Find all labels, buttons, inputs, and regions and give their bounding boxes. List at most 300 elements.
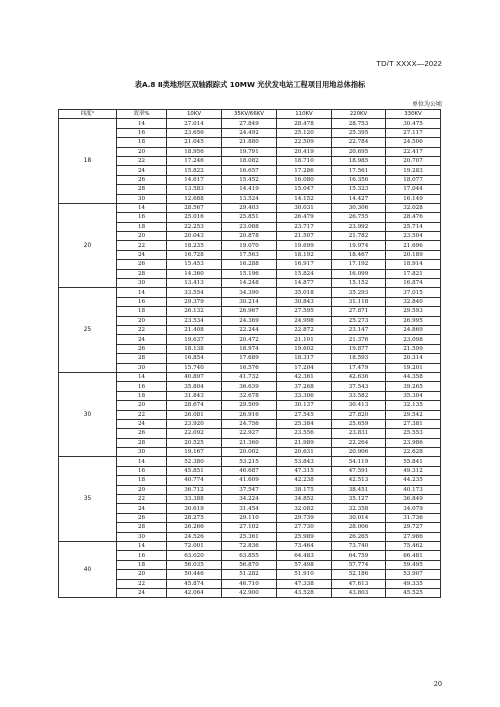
value-cell: 17.689	[222, 354, 277, 363]
value-cell: 20.419	[277, 147, 332, 156]
efficiency-cell: 20	[117, 401, 167, 410]
value-cell: 72.836	[222, 541, 277, 550]
value-cell: 20.695	[332, 147, 386, 156]
value-cell: 25.273	[332, 316, 386, 325]
value-cell: 46.710	[222, 579, 277, 588]
value-cell: 23.504	[386, 232, 441, 241]
value-cell: 42.064	[167, 588, 222, 597]
value-cell: 28.275	[167, 513, 222, 522]
value-cell: 18.985	[332, 156, 386, 165]
table-row	[59, 222, 441, 231]
value-cell: 31.454	[222, 504, 277, 513]
table-row	[59, 119, 441, 128]
table-row	[59, 156, 441, 165]
value-cell: 49.335	[386, 579, 441, 588]
efficiency-cell: 20	[117, 485, 167, 494]
value-cell: 27.871	[332, 307, 386, 316]
value-cell: 28.478	[277, 119, 332, 128]
value-cell: 16.288	[222, 260, 277, 269]
efficiency-cell: 28	[117, 523, 167, 532]
value-cell: 18.082	[222, 156, 277, 165]
table-row	[59, 551, 441, 560]
value-cell: 33.554	[167, 288, 222, 297]
efficiency-cell: 26	[117, 513, 167, 522]
value-cell: 63.855	[222, 551, 277, 560]
value-cell: 26.081	[167, 410, 222, 419]
value-cell: 52.186	[332, 570, 386, 579]
value-cell: 26.266	[167, 523, 222, 532]
value-cell: 52.380	[167, 457, 222, 466]
value-cell: 20.189	[386, 250, 441, 259]
col-header-efficiency: 效率%	[117, 110, 167, 119]
table-row	[59, 335, 441, 344]
value-cell: 26.995	[386, 316, 441, 325]
efficiency-cell: 24	[117, 335, 167, 344]
value-cell: 16.356	[332, 175, 386, 184]
value-cell: 29.379	[167, 297, 222, 306]
efficiency-cell: 26	[117, 344, 167, 353]
value-cell: 16.080	[277, 175, 332, 184]
value-cell: 47.315	[277, 466, 332, 475]
efficiency-cell: 16	[117, 382, 167, 391]
value-cell: 15.152	[332, 279, 386, 288]
value-cell: 35.304	[386, 391, 441, 400]
efficiency-cell: 24	[117, 504, 167, 513]
value-cell: 30.843	[277, 297, 332, 306]
value-cell: 19.201	[386, 363, 441, 372]
value-cell: 17.286	[277, 166, 332, 175]
table-row	[59, 579, 441, 588]
value-cell: 24.526	[167, 532, 222, 541]
efficiency-cell: 22	[117, 410, 167, 419]
value-cell: 19.974	[332, 241, 386, 250]
value-cell: 32.028	[386, 203, 441, 212]
value-cell: 23.920	[167, 419, 222, 428]
efficiency-cell: 18	[117, 391, 167, 400]
value-cell: 21.880	[222, 138, 277, 147]
value-cell: 38.451	[332, 485, 386, 494]
value-cell: 30.214	[222, 297, 277, 306]
value-cell: 23.088	[222, 222, 277, 231]
efficiency-cell: 18	[117, 476, 167, 485]
value-cell: 45.851	[167, 466, 222, 475]
value-cell: 41.732	[222, 372, 277, 381]
value-cell: 42.900	[222, 588, 277, 597]
value-cell: 20.043	[167, 232, 222, 241]
efficiency-cell: 18	[117, 560, 167, 569]
value-cell: 47.591	[332, 466, 386, 475]
col-header-35kv-66kv: 35KV/66KV	[222, 110, 277, 119]
value-cell: 23.556	[277, 429, 332, 438]
value-cell: 45.525	[386, 588, 441, 597]
efficiency-cell: 18	[117, 307, 167, 316]
efficiency-cell: 14	[117, 203, 167, 212]
value-cell: 57.498	[277, 560, 332, 569]
table-row	[59, 241, 441, 250]
efficiency-cell: 22	[117, 325, 167, 334]
value-cell: 42.238	[277, 476, 332, 485]
value-cell: 43.803	[332, 588, 386, 597]
value-cell: 20.314	[386, 354, 441, 363]
table-row	[59, 316, 441, 325]
value-cell: 13.583	[167, 185, 222, 194]
value-cell: 18.317	[277, 354, 332, 363]
value-cell: 44.358	[386, 372, 441, 381]
table-row	[59, 513, 441, 522]
value-cell: 20.631	[277, 448, 332, 457]
value-cell: 17.192	[332, 260, 386, 269]
efficiency-cell: 30	[117, 363, 167, 372]
value-cell: 22.092	[167, 429, 222, 438]
value-cell: 25.361	[222, 532, 277, 541]
value-cell: 20.525	[167, 438, 222, 447]
value-cell: 22.927	[222, 429, 277, 438]
value-cell: 32.358	[332, 504, 386, 513]
value-cell: 53.215	[222, 457, 277, 466]
value-cell: 23.147	[332, 325, 386, 334]
value-cell: 33.388	[167, 495, 222, 504]
value-cell: 51.910	[277, 570, 332, 579]
value-cell: 30.413	[332, 401, 386, 410]
value-cell: 42.361	[277, 372, 332, 381]
col-header-220kv: 220KV	[332, 110, 386, 119]
value-cell: 25.395	[332, 128, 386, 137]
efficiency-cell: 28	[117, 185, 167, 194]
table-row	[59, 391, 441, 400]
value-cell: 37.015	[386, 288, 441, 297]
value-cell: 23.656	[167, 128, 222, 137]
value-cell: 25.120	[277, 128, 332, 137]
value-cell: 16.728	[167, 250, 222, 259]
value-cell: 25.016	[167, 213, 222, 222]
value-cell: 30.619	[167, 504, 222, 513]
value-cell: 59.495	[386, 560, 441, 569]
value-cell: 56.035	[167, 560, 222, 569]
table-row	[59, 175, 441, 184]
efficiency-cell: 22	[117, 579, 167, 588]
value-cell: 27.545	[277, 410, 332, 419]
efficiency-cell: 26	[117, 429, 167, 438]
value-cell: 25.989	[277, 532, 332, 541]
value-cell: 35.018	[277, 288, 332, 297]
table-header-row	[59, 110, 441, 119]
value-cell: 45.874	[167, 579, 222, 588]
value-cell: 16.099	[332, 269, 386, 278]
value-cell: 40.774	[167, 476, 222, 485]
value-cell: 50.446	[167, 570, 222, 579]
value-cell: 14.427	[332, 194, 386, 203]
value-cell: 35.127	[332, 495, 386, 504]
value-cell: 47.338	[277, 579, 332, 588]
value-cell: 36.849	[386, 495, 441, 504]
value-cell: 28.567	[167, 203, 222, 212]
value-cell: 17.246	[167, 156, 222, 165]
value-cell: 53.907	[386, 570, 441, 579]
value-cell: 20.878	[222, 232, 277, 241]
value-cell: 15.822	[167, 166, 222, 175]
value-cell: 14.419	[222, 185, 277, 194]
table-row	[59, 532, 441, 541]
efficiency-cell: 28	[117, 269, 167, 278]
value-cell: 25.714	[386, 222, 441, 231]
value-cell: 36.712	[167, 485, 222, 494]
value-cell: 21.599	[386, 344, 441, 353]
value-cell: 55.841	[386, 457, 441, 466]
value-cell: 26.132	[167, 307, 222, 316]
table-row	[59, 147, 441, 156]
efficiency-cell: 26	[117, 175, 167, 184]
value-cell: 23.831	[332, 429, 386, 438]
efficiency-cell: 24	[117, 250, 167, 259]
value-cell: 24.869	[386, 325, 441, 334]
value-cell: 75.462	[386, 541, 441, 550]
efficiency-cell: 30	[117, 279, 167, 288]
value-cell: 28.753	[332, 119, 386, 128]
latitude-cell: 18	[59, 119, 117, 204]
table-row	[59, 570, 441, 579]
value-cell: 17.821	[386, 269, 441, 278]
value-cell: 22.244	[222, 325, 277, 334]
value-cell: 23.717	[277, 222, 332, 231]
efficiency-cell: 20	[117, 232, 167, 241]
efficiency-cell: 16	[117, 213, 167, 222]
value-cell: 14.877	[277, 279, 332, 288]
value-cell: 30.475	[386, 119, 441, 128]
value-cell: 16.576	[222, 363, 277, 372]
table-title: 表A.8 Ⅱ类地形区双轴跟踪式 10MW 光伏发电站工程项目用地总体指标	[134, 80, 366, 89]
value-cell: 21.360	[222, 438, 277, 447]
value-cell: 54.119	[332, 457, 386, 466]
efficiency-cell: 22	[117, 156, 167, 165]
value-cell: 24.756	[222, 419, 277, 428]
value-cell: 25.553	[386, 429, 441, 438]
table-row	[59, 457, 441, 466]
value-cell: 34.224	[222, 495, 277, 504]
value-cell: 17.044	[386, 185, 441, 194]
value-cell: 27.820	[332, 410, 386, 419]
value-cell: 15.824	[277, 269, 332, 278]
value-cell: 22.509	[277, 138, 332, 147]
table-row	[59, 232, 441, 241]
value-cell: 16.149	[386, 194, 441, 203]
efficiency-cell: 20	[117, 147, 167, 156]
value-cell: 22.628	[386, 448, 441, 457]
value-cell: 21.696	[386, 241, 441, 250]
value-cell: 27.595	[277, 307, 332, 316]
latitude-cell: 20	[59, 203, 117, 288]
table-row	[59, 382, 441, 391]
value-cell: 15.047	[277, 185, 332, 194]
value-cell: 33.306	[277, 391, 332, 400]
table-row	[59, 476, 441, 485]
value-cell: 18.593	[332, 354, 386, 363]
value-cell: 22.872	[277, 325, 332, 334]
value-cell: 21.408	[167, 325, 222, 334]
table-row	[59, 495, 441, 504]
table-row	[59, 279, 441, 288]
value-cell: 39.265	[386, 382, 441, 391]
efficiency-cell: 16	[117, 466, 167, 475]
value-cell: 37.543	[332, 382, 386, 391]
value-cell: 19.791	[222, 147, 277, 156]
value-cell: 26.916	[222, 410, 277, 419]
value-cell: 44.235	[386, 476, 441, 485]
value-cell: 42.513	[332, 476, 386, 485]
value-cell: 72.001	[167, 541, 222, 550]
value-cell: 21.101	[277, 335, 332, 344]
value-cell: 36.639	[222, 382, 277, 391]
value-cell: 24.998	[277, 316, 332, 325]
value-cell: 14.248	[222, 279, 277, 288]
value-cell: 21.045	[167, 138, 222, 147]
latitude-cell: 25	[59, 288, 117, 373]
table-row	[59, 297, 441, 306]
value-cell: 29.727	[386, 523, 441, 532]
value-cell: 20.707	[386, 156, 441, 165]
value-cell: 18.138	[167, 344, 222, 353]
value-cell: 19.167	[167, 448, 222, 457]
efficiency-cell: 14	[117, 457, 167, 466]
table-row	[59, 372, 441, 381]
value-cell: 24.492	[222, 128, 277, 137]
value-cell: 15.740	[167, 363, 222, 372]
value-cell: 21.782	[332, 232, 386, 241]
table-row	[59, 401, 441, 410]
value-cell: 34.079	[386, 504, 441, 513]
table-row	[59, 504, 441, 513]
value-cell: 33.582	[332, 391, 386, 400]
value-cell: 35.804	[167, 382, 222, 391]
value-cell: 18.956	[167, 147, 222, 156]
value-cell: 27.986	[386, 532, 441, 541]
efficiency-cell: 14	[117, 288, 167, 297]
value-cell: 13.524	[222, 194, 277, 203]
table-row	[59, 325, 441, 334]
value-cell: 31.843	[167, 391, 222, 400]
value-cell: 18.077	[386, 175, 441, 184]
efficiency-cell: 24	[117, 166, 167, 175]
value-cell: 19.070	[222, 241, 277, 250]
efficiency-cell: 16	[117, 297, 167, 306]
value-cell: 51.282	[222, 570, 277, 579]
value-cell: 37.547	[222, 485, 277, 494]
table-row	[59, 466, 441, 475]
table-row	[59, 288, 441, 297]
col-header-latitude: 纬度°	[59, 110, 117, 119]
value-cell: 28.006	[332, 523, 386, 532]
value-cell: 19.637	[167, 335, 222, 344]
table-body	[59, 119, 441, 598]
table-row	[59, 138, 441, 147]
value-cell: 38.175	[277, 485, 332, 494]
table-row	[59, 166, 441, 175]
value-cell: 22.264	[332, 438, 386, 447]
value-cell: 19.283	[386, 166, 441, 175]
value-cell: 15.453	[167, 260, 222, 269]
value-cell: 32.840	[386, 297, 441, 306]
value-cell: 20.472	[222, 335, 277, 344]
value-cell: 15.323	[332, 185, 386, 194]
value-cell: 32.082	[277, 504, 332, 513]
table-row	[59, 260, 441, 269]
efficiency-cell: 20	[117, 316, 167, 325]
value-cell: 28.476	[386, 213, 441, 222]
value-cell: 25.851	[222, 213, 277, 222]
efficiency-cell: 28	[117, 354, 167, 363]
value-cell: 32.678	[222, 391, 277, 400]
value-cell: 57.774	[332, 560, 386, 569]
value-cell: 63.020	[167, 551, 222, 560]
value-cell: 30.306	[332, 203, 386, 212]
col-header-330kv: 330KV	[386, 110, 441, 119]
value-cell: 53.843	[277, 457, 332, 466]
value-cell: 66.481	[386, 551, 441, 560]
value-cell: 15.452	[222, 175, 277, 184]
value-cell: 18.192	[277, 250, 332, 259]
value-cell: 34.390	[222, 288, 277, 297]
efficiency-cell: 24	[117, 419, 167, 428]
value-cell: 64.483	[277, 551, 332, 560]
value-cell: 12.688	[167, 194, 222, 203]
value-cell: 47.613	[332, 579, 386, 588]
value-cell: 64.759	[332, 551, 386, 560]
table-row	[59, 541, 441, 550]
efficiency-cell: 22	[117, 495, 167, 504]
value-cell: 40.897	[167, 372, 222, 381]
value-cell: 18.710	[277, 156, 332, 165]
efficiency-cell: 14	[117, 541, 167, 550]
value-cell: 37.268	[277, 382, 332, 391]
efficiency-cell: 28	[117, 438, 167, 447]
efficiency-cell: 22	[117, 241, 167, 250]
value-cell: 20.906	[332, 448, 386, 457]
value-cell: 23.992	[332, 222, 386, 231]
table-row	[59, 194, 441, 203]
value-cell: 26.755	[332, 213, 386, 222]
value-cell: 29.593	[386, 307, 441, 316]
latitude-cell: 35	[59, 457, 117, 542]
value-cell: 43.528	[277, 588, 332, 597]
value-cell: 41.609	[222, 476, 277, 485]
value-cell: 27.117	[386, 128, 441, 137]
efficiency-cell: 16	[117, 551, 167, 560]
efficiency-cell: 18	[117, 222, 167, 231]
value-cell: 13.413	[167, 279, 222, 288]
value-cell: 21.989	[277, 438, 332, 447]
value-cell: 25.384	[277, 419, 332, 428]
efficiency-cell: 16	[117, 128, 167, 137]
table-row	[59, 363, 441, 372]
col-header-10kv: 10KV	[167, 110, 222, 119]
value-cell: 46.687	[222, 466, 277, 475]
value-cell: 21.507	[277, 232, 332, 241]
value-cell: 17.561	[332, 166, 386, 175]
table-row	[59, 588, 441, 597]
value-cell: 16.917	[277, 260, 332, 269]
value-cell: 18.914	[386, 260, 441, 269]
table-row	[59, 485, 441, 494]
value-cell: 16.854	[167, 354, 222, 363]
table-row	[59, 213, 441, 222]
value-cell: 29.509	[222, 401, 277, 410]
table-row	[59, 250, 441, 259]
value-cell: 17.479	[332, 363, 386, 372]
efficiency-cell: 24	[117, 588, 167, 597]
value-cell: 26.479	[277, 213, 332, 222]
value-cell: 17.563	[222, 250, 277, 259]
value-cell: 24.369	[222, 316, 277, 325]
col-header-110kv: 110KV	[277, 110, 332, 119]
